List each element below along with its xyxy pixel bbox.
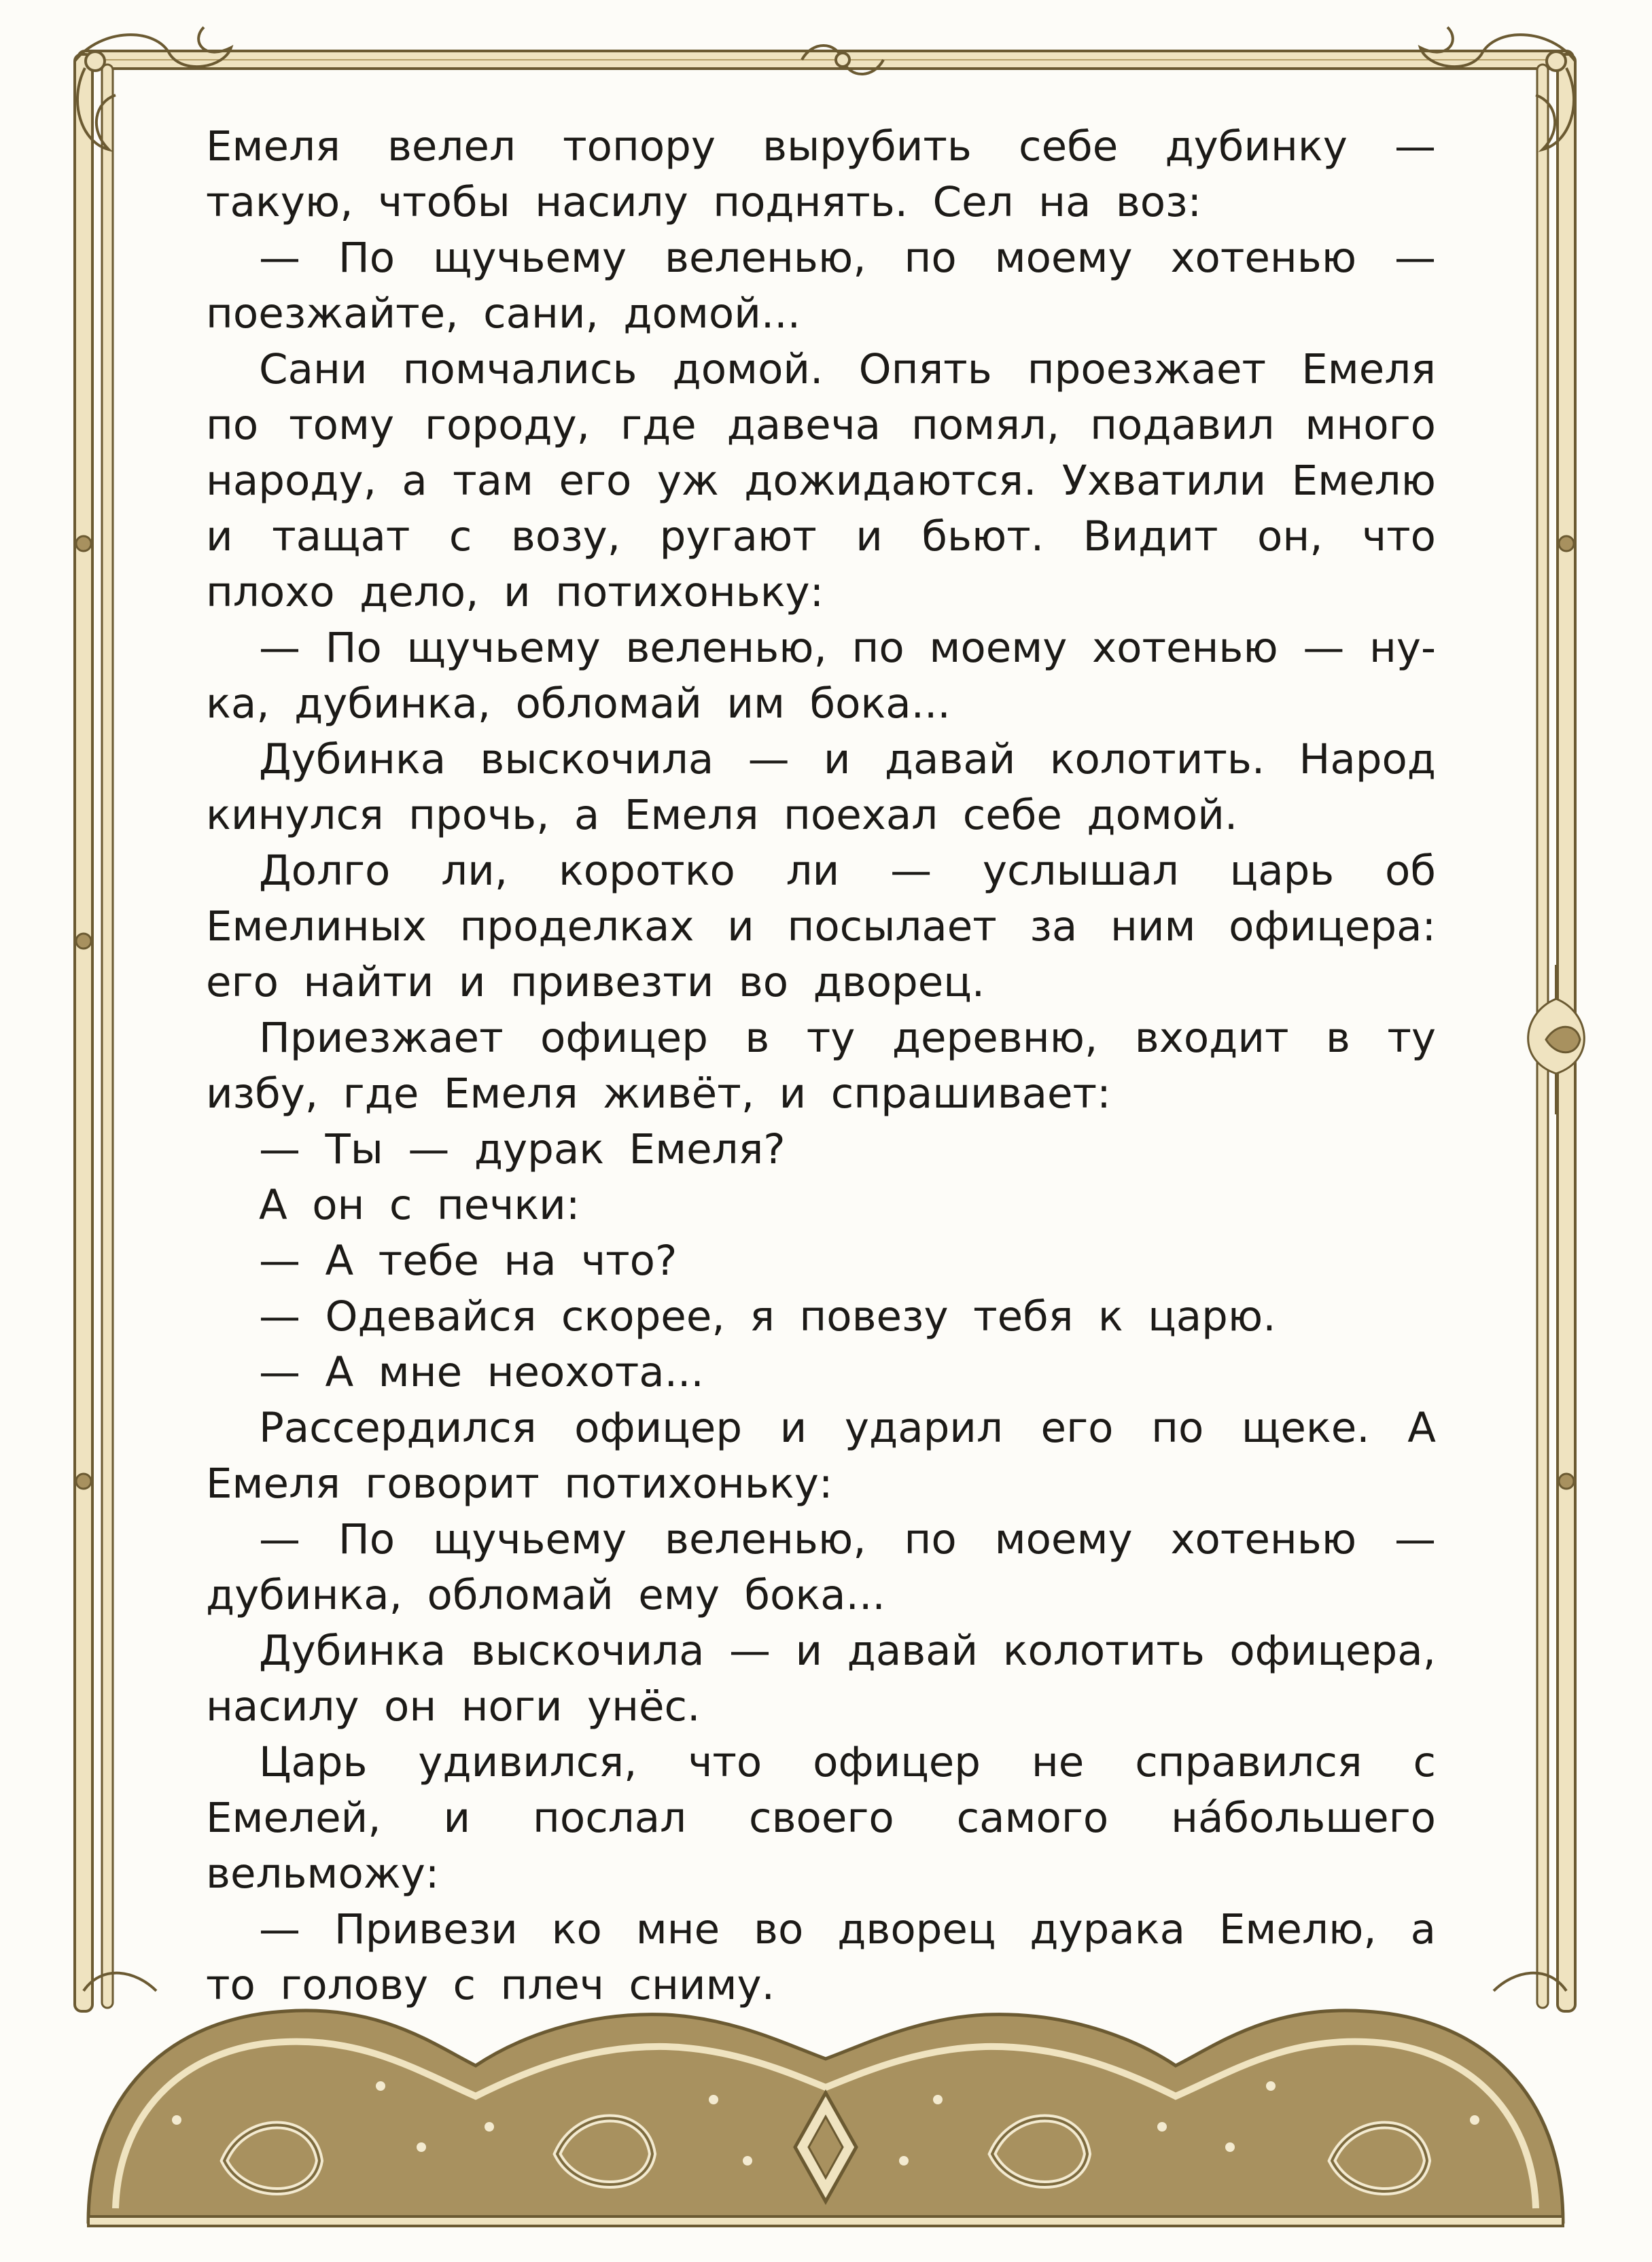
paragraph: — А тебе на что?	[259, 1237, 678, 1285]
paragraph: — А мне неохота...	[259, 1348, 704, 1396]
paragraph: А он с печки:	[259, 1181, 580, 1229]
paragraph: Рассердился офицер и ударил его по щеке. А Емеля говорит потихоньку:	[206, 1404, 1436, 1508]
paragraph: — По щучьему веленью, по моему хотенью — дубинка, обломай ему бока...	[206, 1515, 1436, 1619]
paragraph: — По щучьему веленью, по моему хотенью — поезжайте, сани, домой...	[206, 234, 1436, 338]
paragraph: — Одевайся скорее, я повезу тебя к царю.	[259, 1292, 1276, 1341]
paragraph: Сани помчались домой. Опять проезжает Емеля по тому городу, где давеча помял, подавил много народу, а там его уж дожидаются. Ухватили Емелю и тащат с возу, ругают и бьют. Видит он, что плохо дело, и потихоньку:	[206, 345, 1436, 616]
paragraph: Приезжает офицер в ту деревню, входит в ту избу, где Емеля живёт, и спрашивает:	[206, 1014, 1436, 1118]
paragraph: Дубинка выскочила — и давай колотить офицера, насилу он ноги унёс.	[206, 1627, 1436, 1731]
paragraph: Царь удивился, что офицер не справился с Емелей, и послал своего самого на́большего вельможу:	[206, 1738, 1436, 1898]
paragraph: Долго ли, коротко ли — услышал царь об Емелиных проделках и посылает за ним офицера: его найти и привезти во дворец.	[206, 847, 1436, 1006]
paragraph: — По щучьему веленью, по моему хотенью — ну-ка, дубинка, обломай им бока...	[206, 624, 1436, 728]
paragraph: Дубинка выскочила — и давай колотить. Народ кинулся прочь, а Емеля поехал себе домой.	[206, 735, 1436, 839]
paragraph: — Привези ко мне во дворец дурака Емелю, а то голову с плеч сниму.	[206, 1905, 1436, 2009]
paragraph: — Ты — дурак Емеля?	[259, 1125, 786, 1173]
paragraph: Емеля велел топору вырубить себе дубинку — такую, чтобы насилу поднять. Сел на воз:	[206, 122, 1436, 226]
story-text	[206, 119, 1436, 2013]
